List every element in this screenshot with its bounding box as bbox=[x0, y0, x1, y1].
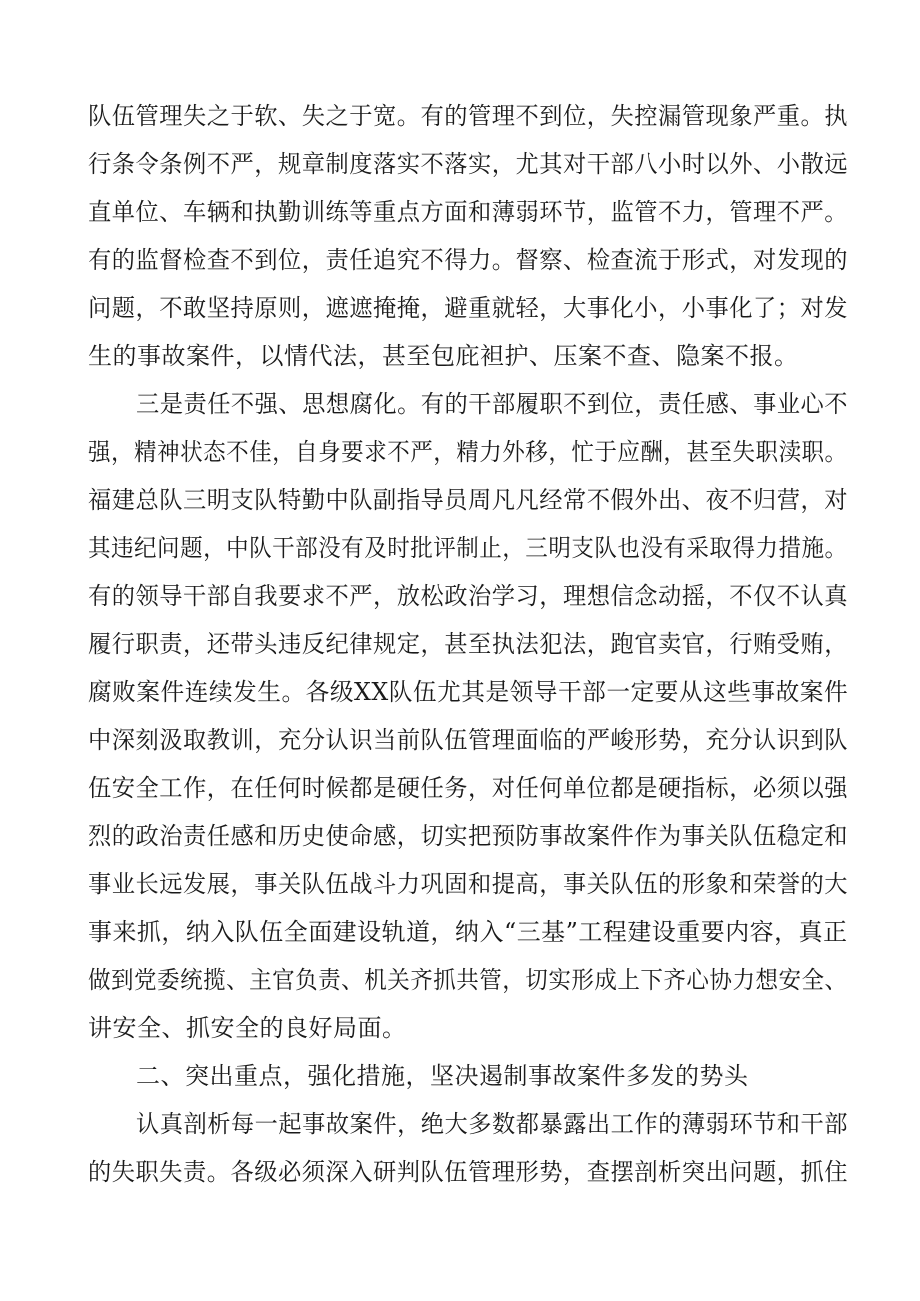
text-line: 生的事故案件，以情代法，甚至包庇袒护、压案不查、隐案不报。 bbox=[88, 342, 799, 370]
text-line: 中深刻汲取教训，充分认识当前队伍管理面临的严峻形势，充分认识到队 bbox=[88, 726, 848, 754]
text-line: 直单位、车辆和执勤训练等重点方面和薄弱环节，监管不力，管理不严。 bbox=[88, 198, 848, 226]
paragraph-first-line: 三是责任不强、思想腐化。有的干部履职不到位，责任感、事业心不 bbox=[136, 390, 848, 418]
text-line: 腐败案件连续发生。各级XX队伍尤其是领导干部一定要从这些事故案件 bbox=[88, 678, 849, 706]
text-line: 伍安全工作，在任何时候都是硬任务，对任何单位都是硬指标，必须以强 bbox=[88, 774, 848, 802]
text-line: 烈的政治责任感和历史使命感，切实把预防事故案件作为事关队伍稳定和 bbox=[88, 822, 848, 850]
paragraph-first-line: 认真剖析每一起事故案件，绝大多数都暴露出工作的薄弱环节和干部 bbox=[136, 1110, 848, 1138]
section-heading: 二、突出重点，强化措施，坚决遏制事故案件多发的势头 bbox=[136, 1062, 749, 1090]
text-line: 福建总队三明支队特勤中队副指导员周凡凡经常不假外出、夜不归营，对 bbox=[88, 486, 848, 514]
text-line: 讲安全、抓安全的良好局面。 bbox=[88, 1014, 407, 1042]
text-line: 有的领导干部自我要求不严，放松政治学习，理想信念动摇，不仅不认真 bbox=[88, 582, 848, 610]
text-line: 履行职责，还带头违反纪律规定，甚至执法犯法，跑官卖官，行贿受贿， bbox=[88, 630, 848, 658]
text-line: 做到党委统揽、主官负责、机关齐抓共管，切实形成上下齐心协力想安全、 bbox=[88, 966, 848, 994]
text-line: 有的监督检查不到位，责任追究不得力。督察、检查流于形式，对发现的 bbox=[88, 246, 848, 274]
text-line: 队伍管理失之于软、失之于宽。有的管理不到位，失控漏管现象严重。执 bbox=[88, 102, 848, 130]
text-line: 强，精神状态不佳，自身要求不严，精力外移，忙于应酬，甚至失职渎职。 bbox=[88, 438, 848, 466]
text-line: 问题，不敢坚持原则，遮遮掩掩，避重就轻，大事化小，小事化了；对发 bbox=[88, 294, 848, 322]
text-line: 的失职失责。各级必须深入研判队伍管理形势，查摆剖析突出问题，抓住 bbox=[88, 1158, 848, 1186]
text-line: 事业长远发展，事关队伍战斗力巩固和提高，事关队伍的形象和荣誉的大 bbox=[88, 870, 848, 898]
text-line: 其违纪问题，中队干部没有及时批评制止，三明支队也没有采取得力措施。 bbox=[88, 534, 848, 562]
text-line: 事来抓，纳入队伍全面建设轨道，纳入“三基”工程建设重要内容，真正 bbox=[88, 918, 848, 946]
text-line: 行条令条例不严，规章制度落实不落实，尤其对干部八小时以外、小散远 bbox=[88, 150, 848, 178]
